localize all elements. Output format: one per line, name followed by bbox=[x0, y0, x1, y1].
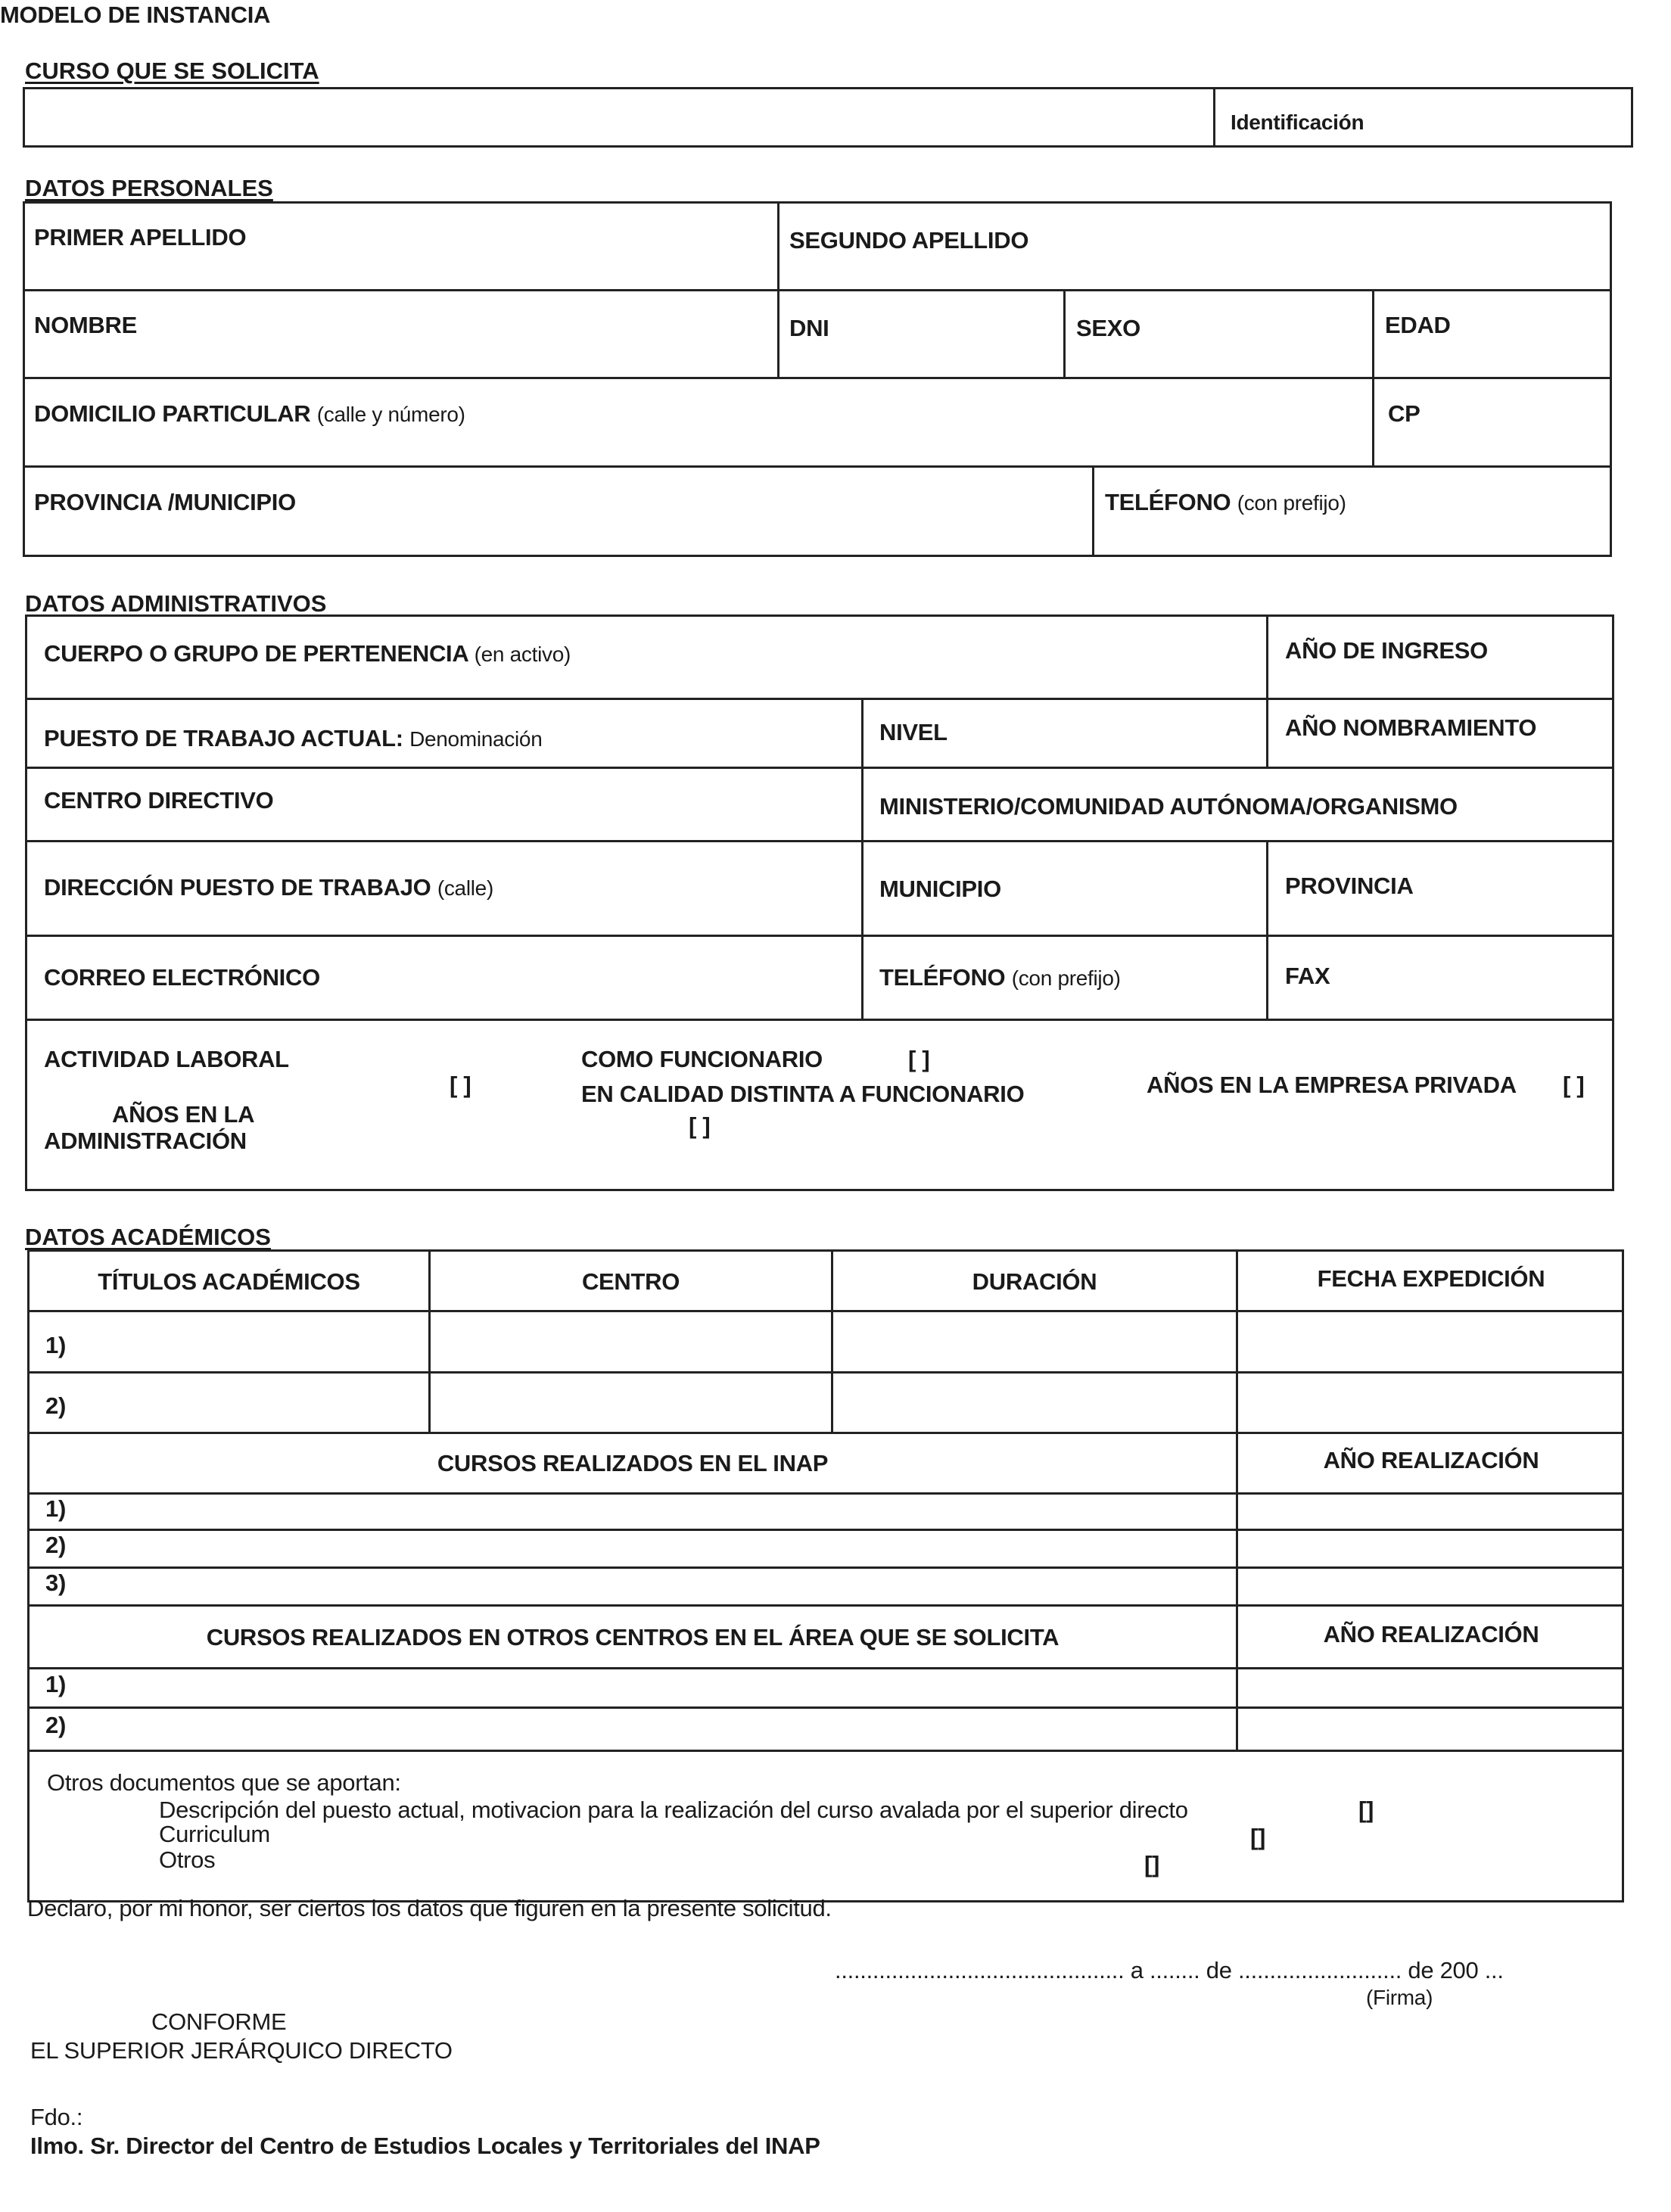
divider bbox=[1266, 840, 1268, 1019]
sexo-field[interactable]: SEXO bbox=[1076, 315, 1140, 341]
cuerpo-label: CUERPO O GRUPO DE PERTENENCIA bbox=[44, 640, 468, 667]
provincia-admin-field[interactable]: PROVINCIA bbox=[1285, 873, 1414, 899]
divider bbox=[27, 1492, 1624, 1495]
fax-field[interactable]: FAX bbox=[1285, 963, 1330, 989]
inap-row-3[interactable]: 3) bbox=[45, 1570, 66, 1596]
firma-line[interactable]: .............................................. a ........ de .......................... de 200 ... bbox=[835, 1957, 1504, 1983]
divider bbox=[27, 1566, 1624, 1569]
divider bbox=[1236, 1249, 1238, 1750]
header-centro: CENTRO bbox=[581, 1268, 680, 1295]
divider bbox=[25, 935, 1614, 937]
destinatario: Ilmo. Sr. Director del Centro de Estudios Locales y Territoriales del INAP bbox=[30, 2133, 820, 2159]
header-duracion: DURACIÓN bbox=[972, 1268, 1097, 1295]
declaracion: Declaro, por mi honor, ser ciertos los datos que figuren en la presente solicitud. bbox=[27, 1895, 832, 1921]
conforme-subtitle: EL SUPERIOR JERÁRQUICO DIRECTO bbox=[30, 2037, 453, 2064]
direccion-field[interactable] bbox=[44, 874, 493, 901]
actividad-label: ACTIVIDAD LABORAL bbox=[44, 1046, 289, 1072]
centro-directivo-field[interactable]: CENTRO DIRECTIVO bbox=[44, 787, 274, 814]
header-anio-realizacion-otros: AÑO REALIZACIÓN bbox=[1323, 1621, 1539, 1647]
cuerpo-note: (en activo) bbox=[474, 642, 571, 666]
puesto-note: Denominación bbox=[409, 727, 543, 751]
conforme-title: CONFORME bbox=[151, 2008, 287, 2035]
edad-field[interactable]: EDAD bbox=[1385, 312, 1451, 338]
otros-row-1[interactable]: 1) bbox=[45, 1671, 66, 1697]
telefono-admin-label: TELÉFONO bbox=[879, 964, 1006, 991]
inap-row-1[interactable]: 1) bbox=[45, 1495, 66, 1522]
titulo-row-1[interactable]: 1) bbox=[45, 1332, 66, 1358]
direccion-note: (calle) bbox=[437, 876, 493, 900]
divider bbox=[777, 201, 779, 377]
divider bbox=[27, 1371, 1624, 1374]
direccion-label: DIRECCIÓN PUESTO DE TRABAJO bbox=[44, 874, 431, 901]
curriculum-checkbox[interactable]: [] bbox=[1250, 1824, 1266, 1850]
fdo-label: Fdo.: bbox=[30, 2104, 83, 2130]
section-curso: CURSO QUE SE SOLICITA bbox=[25, 58, 319, 84]
otros-row-2[interactable]: 2) bbox=[45, 1712, 66, 1738]
cuerpo-field[interactable] bbox=[44, 640, 571, 667]
telefono-admin-note: (con prefijo) bbox=[1011, 966, 1121, 990]
curriculum-label: Curriculum bbox=[159, 1821, 270, 1847]
section-datos-personales: DATOS PERSONALES bbox=[25, 175, 273, 201]
cp-field[interactable]: CP bbox=[1388, 400, 1421, 427]
header-cursos-inap: CURSOS REALIZADOS EN EL INAP bbox=[437, 1450, 829, 1476]
inap-row-2[interactable]: 2) bbox=[45, 1532, 66, 1558]
divider bbox=[27, 1667, 1624, 1669]
como-funcionario-checkbox[interactable]: [ ] bbox=[908, 1046, 930, 1072]
titulo-row-2[interactable]: 2) bbox=[45, 1392, 66, 1419]
correo-field[interactable]: CORREO ELECTRÓNICO bbox=[44, 964, 320, 991]
divider bbox=[861, 698, 864, 1019]
empresa-privada-checkbox[interactable]: [ ] bbox=[1563, 1072, 1585, 1098]
anios-admin-checkbox[interactable]: [ ] bbox=[450, 1072, 471, 1098]
header-titulos: TÍTULOS ACADÉMICOS bbox=[98, 1268, 360, 1295]
form-title: MODELO DE INSTANCIA bbox=[0, 2, 271, 28]
ministerio-field[interactable]: MINISTERIO/COMUNIDAD AUTÓNOMA/ORGANISMO bbox=[879, 793, 1458, 820]
divider bbox=[25, 767, 1614, 769]
section-datos-academicos: DATOS ACADÉMICOS bbox=[25, 1224, 271, 1250]
divider bbox=[1213, 87, 1215, 148]
anio-nombramiento-field[interactable]: AÑO NOMBRAMIENTO bbox=[1285, 714, 1537, 741]
calidad-distinta-label: EN CALIDAD DISTINTA A FUNCIONARIO bbox=[581, 1081, 1025, 1107]
academicos-box bbox=[27, 1249, 1624, 1752]
telefono-personal-field[interactable] bbox=[1105, 489, 1346, 516]
divider bbox=[23, 465, 1612, 468]
identificacion-label: Identificación bbox=[1231, 110, 1364, 134]
domicilio-field[interactable] bbox=[34, 400, 465, 428]
header-cursos-otros: CURSOS REALIZADOS EN OTROS CENTROS EN EL ÁREA QUE SE SOLICITA bbox=[206, 1624, 1060, 1650]
anios-admin-label-1: AÑOS EN LA bbox=[112, 1101, 255, 1128]
anio-ingreso-field[interactable]: AÑO DE INGRESO bbox=[1285, 637, 1488, 664]
descripcion-checkbox[interactable]: [] bbox=[1358, 1797, 1374, 1823]
firma-label: (Firma) bbox=[1366, 1986, 1433, 2009]
anios-admin-label-2: ADMINISTRACIÓN bbox=[44, 1128, 247, 1154]
header-fecha-expedicion: FECHA EXPEDICIÓN bbox=[1317, 1265, 1545, 1292]
puesto-label: PUESTO DE TRABAJO ACTUAL: bbox=[44, 725, 403, 751]
telefono-admin-field[interactable] bbox=[879, 964, 1121, 991]
divider bbox=[25, 698, 1614, 700]
divider bbox=[1266, 614, 1268, 767]
domicilio-note: (calle y número) bbox=[316, 403, 465, 426]
nombre-field[interactable]: NOMBRE bbox=[34, 312, 137, 338]
divider bbox=[25, 840, 1614, 842]
divider bbox=[27, 1706, 1624, 1709]
divider bbox=[27, 1432, 1624, 1434]
divider bbox=[25, 1019, 1614, 1021]
nivel-field[interactable]: NIVEL bbox=[879, 719, 948, 745]
segundo-apellido-field[interactable]: SEGUNDO APELLIDO bbox=[789, 227, 1029, 254]
provincia-municipio-field[interactable]: PROVINCIA /MUNICIPIO bbox=[34, 489, 296, 515]
descripcion-label: Descripción del puesto actual, motivacion para la realización del curso avalada por el superior directo bbox=[159, 1797, 1188, 1823]
divider bbox=[27, 1529, 1624, 1531]
divider bbox=[27, 1310, 1624, 1312]
otros-checkbox[interactable]: [] bbox=[1144, 1851, 1160, 1878]
divider bbox=[27, 1604, 1624, 1607]
dni-field[interactable]: DNI bbox=[789, 315, 829, 341]
divider bbox=[1063, 289, 1066, 377]
municipio-field[interactable]: MUNICIPIO bbox=[879, 876, 1001, 902]
telefono-note: (con prefijo) bbox=[1237, 491, 1346, 515]
header-anio-realizacion-inap: AÑO REALIZACIÓN bbox=[1323, 1447, 1539, 1473]
telefono-label: TELÉFONO bbox=[1105, 489, 1231, 515]
primer-apellido-field[interactable]: PRIMER APELLIDO bbox=[34, 224, 247, 250]
section-datos-administrativos: DATOS ADMINISTRATIVOS bbox=[25, 590, 327, 617]
calidad-distinta-checkbox[interactable]: [ ] bbox=[689, 1112, 711, 1139]
empresa-privada-label: AÑOS EN LA EMPRESA PRIVADA bbox=[1147, 1072, 1517, 1098]
puesto-field[interactable] bbox=[44, 725, 542, 752]
domicilio-label: DOMICILIO PARTICULAR bbox=[34, 400, 311, 427]
divider bbox=[1372, 289, 1374, 465]
como-funcionario-label: COMO FUNCIONARIO bbox=[581, 1046, 823, 1072]
divider bbox=[1092, 465, 1094, 557]
documentos-intro: Otros documentos que se aportan: bbox=[47, 1769, 401, 1796]
otros-label: Otros bbox=[159, 1846, 216, 1873]
